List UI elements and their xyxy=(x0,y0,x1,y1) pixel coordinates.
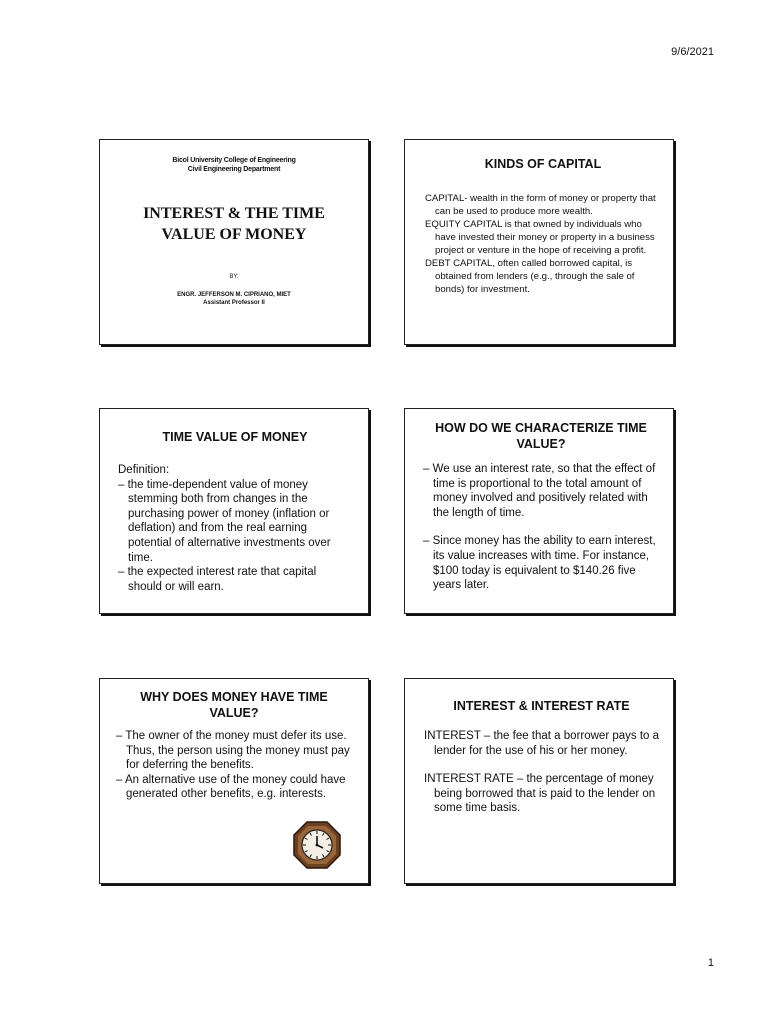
author-block xyxy=(100,291,368,307)
slide-kinds-of-capital xyxy=(404,139,674,345)
print-date: 9/6/2021 xyxy=(671,46,714,58)
list-item: – An alternative use of the money could have generated other benefits, e.g. interests. xyxy=(116,773,352,802)
slide-title: INTEREST & INTEREST RATE xyxy=(453,699,630,713)
list-item: – We use an interest rate, so that the effect of time is proportional to the total amount of money involved and positively related with the length of time. xyxy=(423,462,659,520)
slide-title: KINDS OF CAPITAL xyxy=(484,157,602,171)
slide-characterize-time-value xyxy=(404,408,674,614)
list-item: CAPITAL- wealth in the form of money or property that can be used to produce more wealth. xyxy=(425,193,656,217)
list-item: – The owner of the money must defer its use. Thus, the person using the money must pay for deferring the benefits. xyxy=(116,729,352,773)
slide-title: HOW DO WE CHARACTERIZE TIME VALUE? xyxy=(435,421,647,451)
list-item: DEBT CAPITAL, often called borrowed capital, is obtained from lenders (e.g., through the sale of bonds) for investment. xyxy=(425,258,635,295)
presentation-title xyxy=(100,203,368,245)
slide-time-value-of-money xyxy=(99,408,369,614)
slide-body xyxy=(423,462,659,593)
page-number: 1 xyxy=(707,957,714,969)
list-item: – the expected interest rate that capital should or will earn. xyxy=(118,565,352,594)
slide-body xyxy=(118,463,352,594)
clock-icon xyxy=(293,821,341,869)
slide-title: WHY DOES MONEY HAVE TIME VALUE? xyxy=(140,690,328,720)
university-name: Bicol University College of Engineering xyxy=(172,157,296,164)
title-line-2: VALUE OF MONEY xyxy=(161,226,307,243)
slide-body xyxy=(425,192,661,296)
slide-title: TIME VALUE OF MONEY xyxy=(162,430,308,444)
list-item: INTEREST – the fee that a borrower pays to a lender for the use of his or her money. xyxy=(424,730,660,757)
author-name: ENGR. JEFFERSON M. CIPRIANO, MIET xyxy=(177,292,291,298)
slide-title-page xyxy=(99,139,369,345)
definition-label: Definition: xyxy=(118,464,170,476)
list-item: INTEREST RATE – the percentage of money being borrowed that is paid to the lender on some time basis. xyxy=(424,773,656,815)
slide-interest-rate xyxy=(404,678,674,884)
slide-body xyxy=(116,729,352,802)
title-line-1: INTEREST & THE TIME xyxy=(143,205,325,222)
list-item: – Since money has the ability to earn interest, its value increases with time. For instance, $100 today is equivalent to $140.26 five years later. xyxy=(423,534,659,592)
list-item: – the time-dependent value of money stemming both from changes in the purchasing power of money (inflation or deflation) and from the real earning potential of alternative investments over time. xyxy=(118,478,352,566)
by-label: BY: xyxy=(229,274,239,280)
slide-why-money-time-value xyxy=(99,678,369,884)
department-name: Civil Engineering Department xyxy=(187,166,281,173)
institution-heading xyxy=(100,156,368,174)
author-position: Assistant Professor II xyxy=(203,300,265,306)
list-item: EQUITY CAPITAL is that owned by individuals who have invested their money or property in a business project or venture in the hope of receiving a profit. xyxy=(425,219,655,256)
slide-body xyxy=(424,729,659,816)
